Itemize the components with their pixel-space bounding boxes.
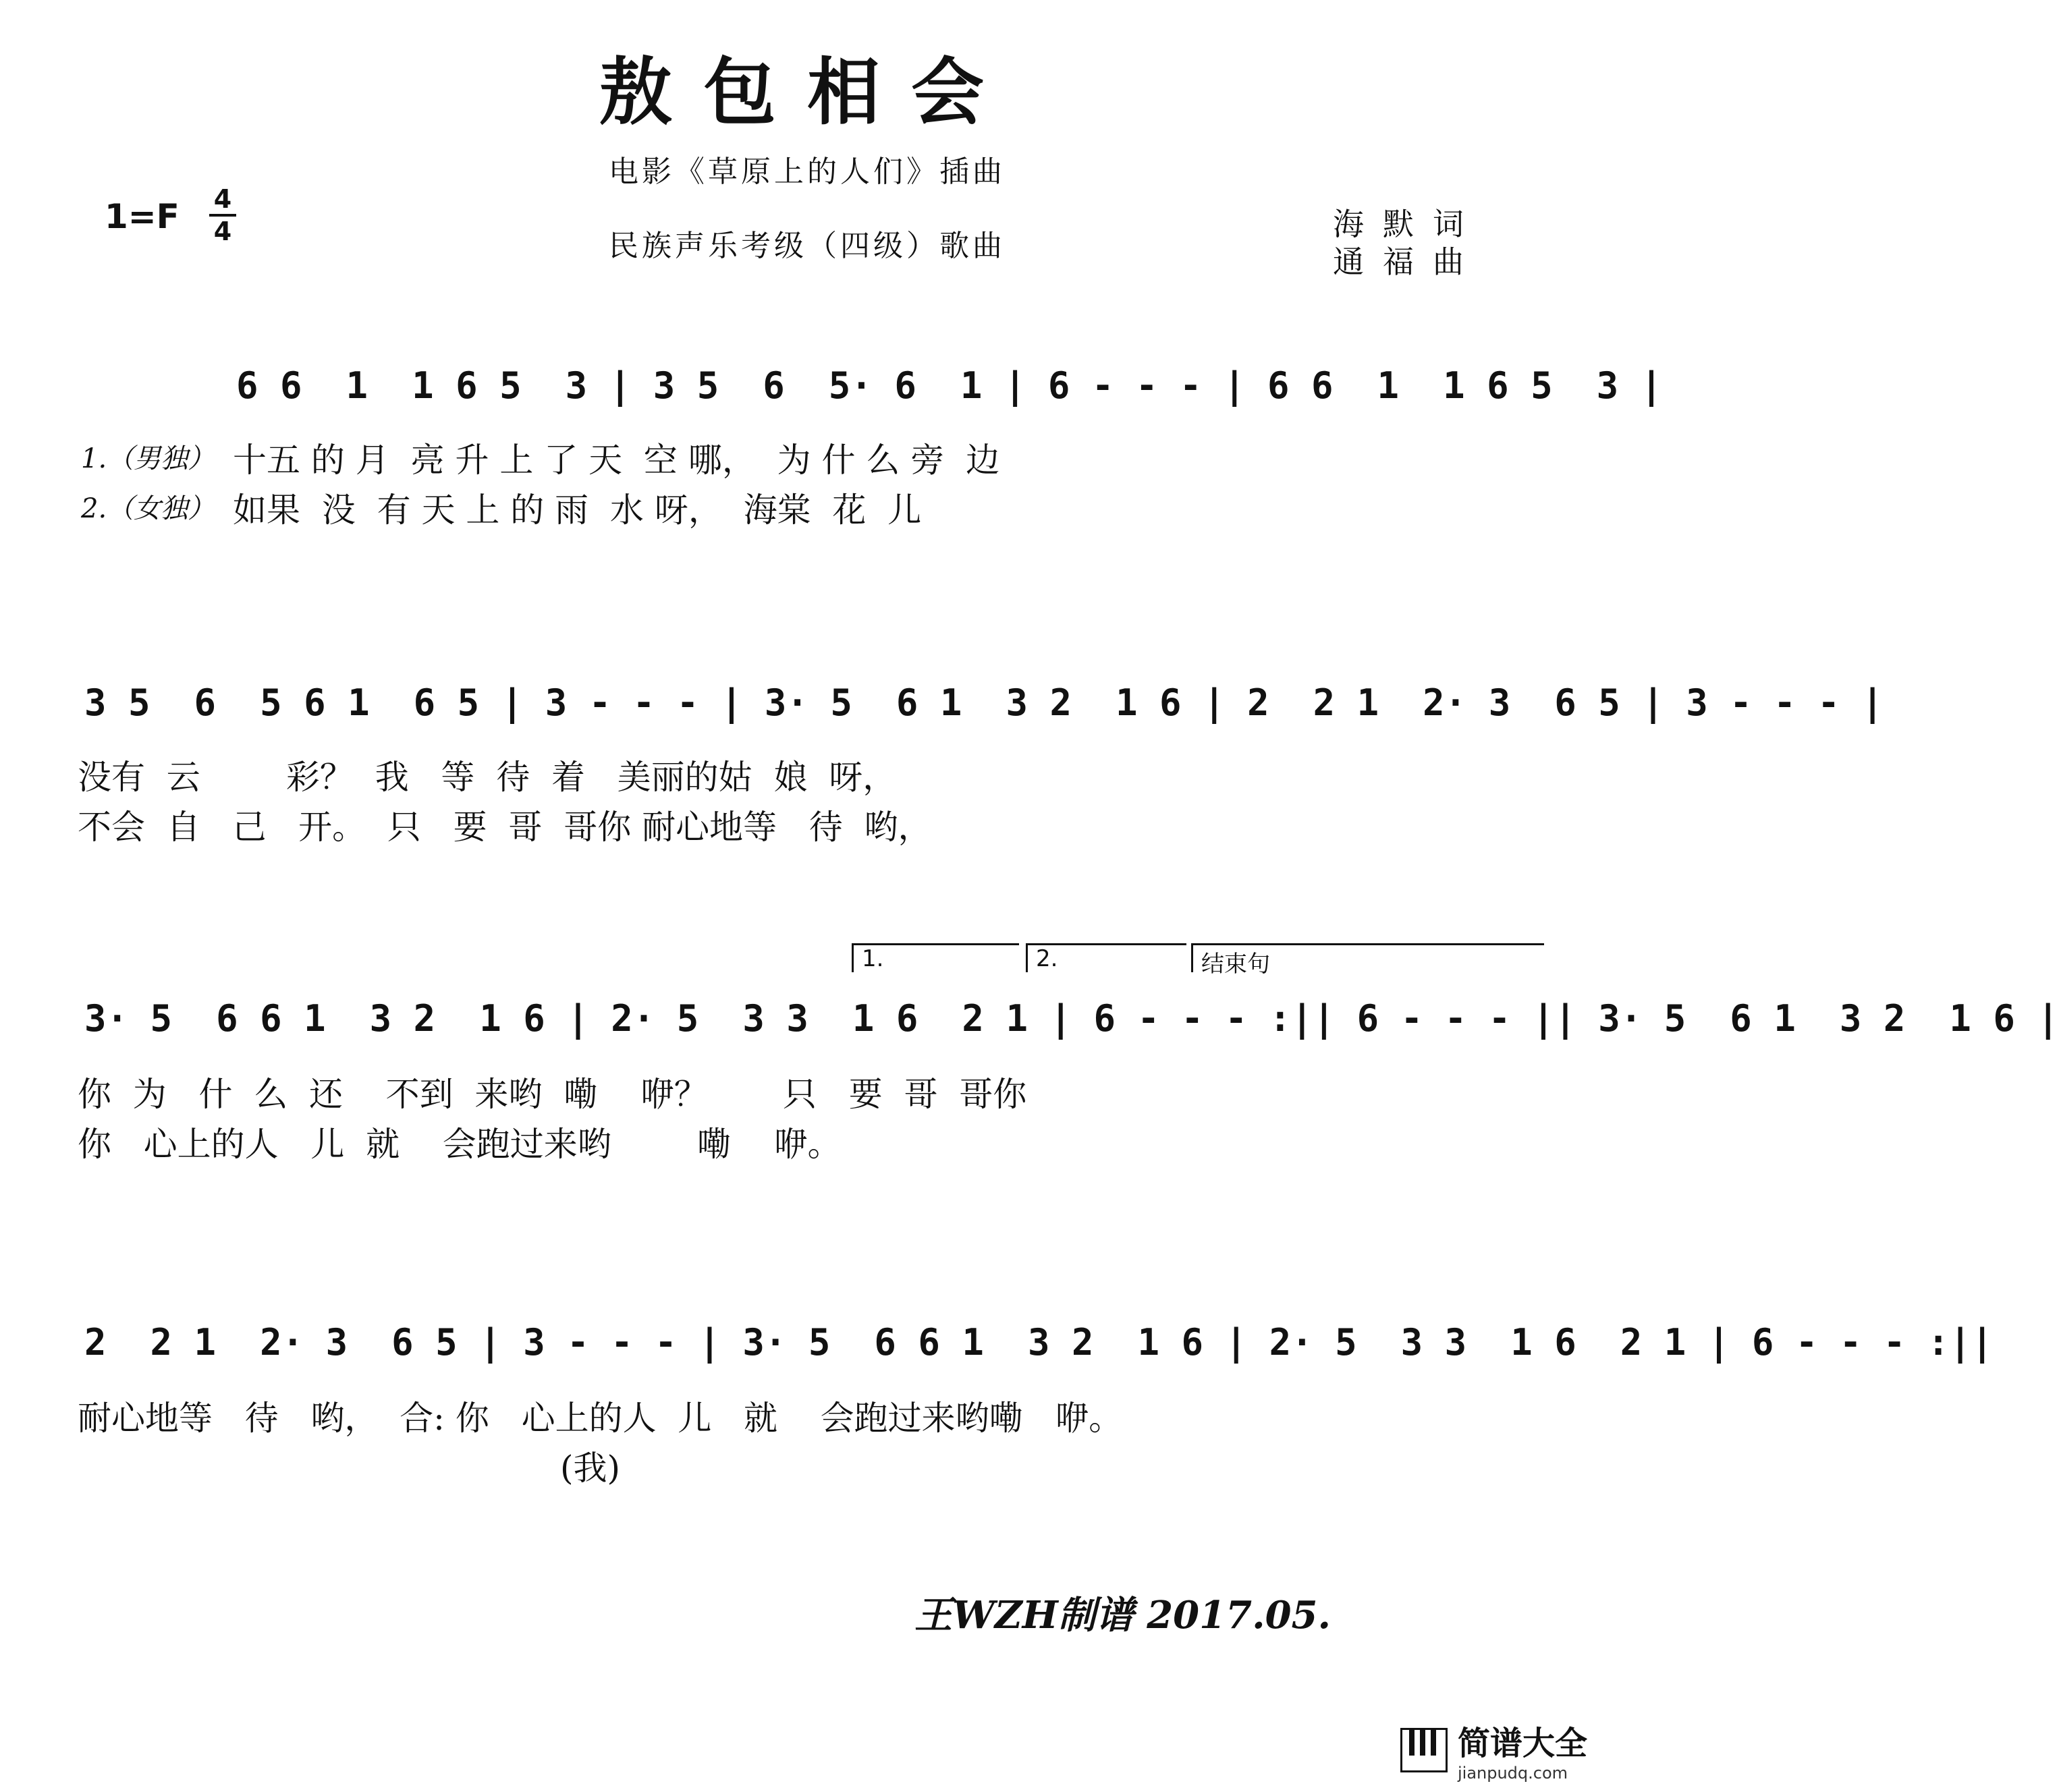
volta-second-ending: 2. <box>1026 943 1186 972</box>
time-signature-top: 4 <box>213 184 232 214</box>
verse-2-label: 2.（女独） <box>81 493 215 524</box>
lyric-row-3-verse-2: 你 心上的人 儿 就 会跑过来哟 嘞 咿。 <box>78 1125 842 1164</box>
notation-row-1: 6 6 1 1 6 5 3 | 3 5 6 5· 6 1 | 6 - - - | 6 6 1 1 6 5 3 | <box>236 364 1663 407</box>
piano-logo-icon <box>1400 1728 1448 1772</box>
song-title: 敖包相会 <box>599 50 1015 135</box>
volta-ending-phrase: 结束句 <box>1191 943 1544 972</box>
key-signature: 1=F <box>105 197 180 236</box>
composer-credit: 通福曲 <box>1333 244 1483 280</box>
notation-row-4: 2 2 1 2· 3 6 5 | 3 - - - | 3· 5 6 6 1 3 2 1 6 | 2· 5 3 3 1 6 2 1 | 6 - - - :|| <box>84 1321 1994 1364</box>
volta-first-ending: 1. <box>852 943 1019 972</box>
verse-1-label: 1.（男独） <box>81 443 215 474</box>
lyric-row-1-verse-1: 十五 的 月 亮 升 上 了 天 空 哪， 为 什 么 旁 边 <box>233 441 1000 480</box>
watermark-url: jianpudq.com <box>1457 1764 1568 1783</box>
watermark-name: 简谱大全 <box>1457 1725 1587 1762</box>
time-signature-bottom: 4 <box>213 217 232 246</box>
transcriber-signature: 王WZH制谱 2017.05. <box>914 1593 1331 1637</box>
notation-row-2: 3 5 6 5 6 1 6 5 | 3 - - - | 3· 5 6 1 3 2 1 6 | 2 2 1 2· 3 6 5 | 3 - - - | <box>84 681 1884 724</box>
lyric-row-2-verse-2: 不会 自 己 开。 只 要 哥 哥你 耐心地等 待 哟， <box>78 808 932 847</box>
lyric-row-1-verse-2: 如果 没 有 天 上 的 雨 水 呀， 海棠 花 儿 <box>233 491 922 530</box>
lyric-row-4-verse-2: (我) <box>560 1449 621 1488</box>
notation-row-3: 3· 5 6 6 1 3 2 1 6 | 2· 5 3 3 1 6 2 1 | 6 - - - :|| 6 - - - || 3· 5 6 1 3 2 1 6 | <box>84 997 2059 1040</box>
site-watermark <box>1400 1717 1587 1783</box>
song-grade: 民族声乐考级（四级）歌曲 <box>609 229 1006 263</box>
lyric-row-2-verse-1: 没有 云 彩？ 我 等 待 着 美丽的姑 娘 呀， <box>78 758 897 797</box>
lyricist-credit: 海默词 <box>1333 206 1483 242</box>
lyric-row-3-verse-1: 你 为 什 么 还 不到 来哟 嘞 咿？ 只 要 哥 哥你 <box>78 1075 1027 1114</box>
lyric-row-4-verse-1: 耐心地等 待 哟， 合: 你 心上的人 儿 就 会跑过来哟嘞 咿。 <box>78 1399 1123 1438</box>
song-subtitle: 电影《草原上的人们》插曲 <box>609 155 1006 189</box>
